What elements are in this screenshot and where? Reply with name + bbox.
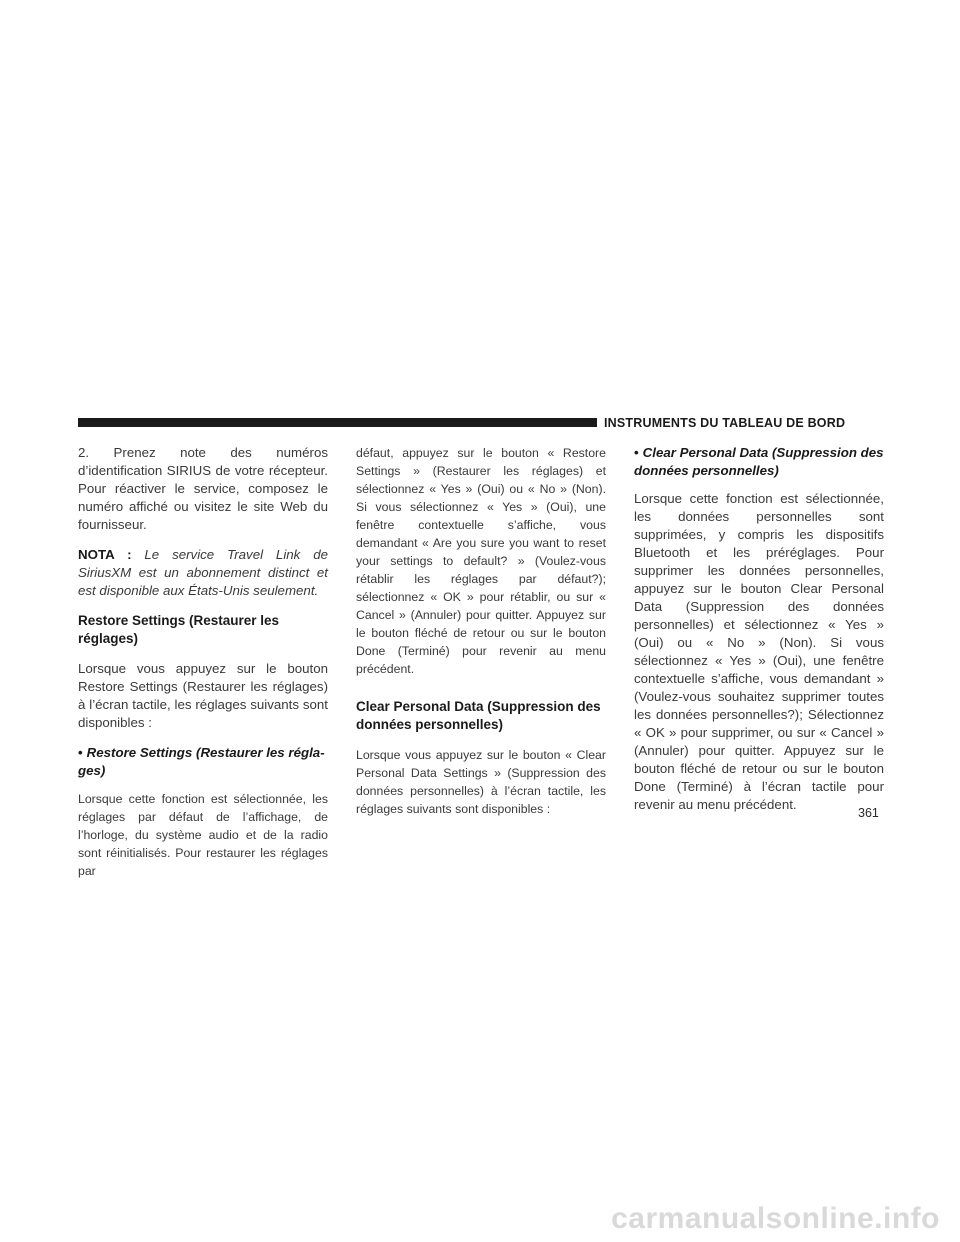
clear-personal-data-heading: Clear Personal Data (Suppression des données personnelles) bbox=[356, 699, 601, 732]
clear-intro-paragraph: Lorsque vous appuyez sur le bouton « Clear Personal Data Settings » (Suppression des données personnelles) à l’écran tactile, les réglages suivants sont disponibles : bbox=[356, 748, 606, 816]
bullet-dot-icon: • bbox=[634, 445, 639, 460]
column-2 bbox=[356, 444, 606, 830]
restore-settings-bullet bbox=[78, 744, 328, 780]
column-3 bbox=[634, 444, 884, 826]
clear-personal-data-bullet bbox=[634, 444, 884, 480]
restore-description-paragraph: Lorsque cette fonction est sélectionnée, les réglages par défaut de l’affichage, de l’horloge, du système audio et de la radio sont réinitialisés. Pour restaurer les réglages par bbox=[78, 792, 328, 878]
column-1 bbox=[78, 444, 328, 892]
header-rule bbox=[78, 418, 597, 427]
section-title: INSTRUMENTS DU TABLEAU DE BORD bbox=[604, 416, 846, 430]
clear-bullet-text: Clear Personal Data (Suppression des données personnelles) bbox=[634, 445, 884, 478]
restore-continued-paragraph: défaut, appuyez sur le bouton « Restore Settings » (Restaurer les réglages) et sélectionnez « Yes » (Oui) ou « No » (Non). Si vous sélectionnez « Yes » (Oui), une fenêtre contextuelle s’affiche, vous demandant « Are you sure you want to reset your settings to default? » (Voulez-vous rétablir les réglages par défaut?); sélectionnez « OK » pour rétablir, ou sur « Cancel » (Annuler) pour quitter. Appuyez sur le bouton fléché de retour ou sur le bouton Done (Terminé) pour revenir au menu précédent. bbox=[356, 446, 606, 676]
restore-bullet-text: Restore Settings (Restaurer les réglages) bbox=[78, 745, 325, 778]
restore-settings-heading: Restore Settings (Restaurer les réglages) bbox=[78, 613, 280, 646]
nota-paragraph bbox=[78, 546, 328, 600]
clear-description-paragraph: Lorsque cette fonction est sélectionnée, les données personnelles sont supprimées, y compris les dispositifs Bluetooth et les préréglages. Pour supprimer les données personnelles, appuyez sur le bouton Clear Personal Data (Suppression des données personnelles) et sélectionnez « Yes » (Oui) ou « No » (Non). Si vous sélectionnez « Yes » (Oui), une fenêtre contextuelle s’affiche, vous demandant » (Voulez-vous souhaitez supprimer toutes les données personnelles?); Sélectionnez « OK » pour supprimer, ou sur « Cancel » (Annuler) pour quitter. Appuyez sur le bouton fléché de retour ou sur le bouton Done (Terminé) à l’écran tactile pour revenir au menu précédent. bbox=[634, 491, 884, 812]
watermark-text: carmanualsonline.info bbox=[611, 1202, 940, 1235]
sirius-id-paragraph: 2. Prenez note des numéros d’identification SIRIUS de votre récepteur. Pour réactiver le service, composez le numéro affiché ou visitez le site Web du fournisseur. bbox=[78, 445, 328, 532]
nota-label: NOTA : bbox=[78, 547, 132, 562]
page-number: 361 bbox=[858, 806, 879, 820]
bullet-dot-icon: • bbox=[78, 745, 83, 760]
nota-text: Le service Travel Link de SiriusXM est un abonnement distinct et est disponible aux États-Unis seulement. bbox=[78, 547, 329, 598]
restore-intro-paragraph: Lorsque vous appuyez sur le bouton Restore Settings (Restaurer les réglages) à l’écran tactile, les réglages suivants sont disponibles : bbox=[78, 661, 328, 730]
